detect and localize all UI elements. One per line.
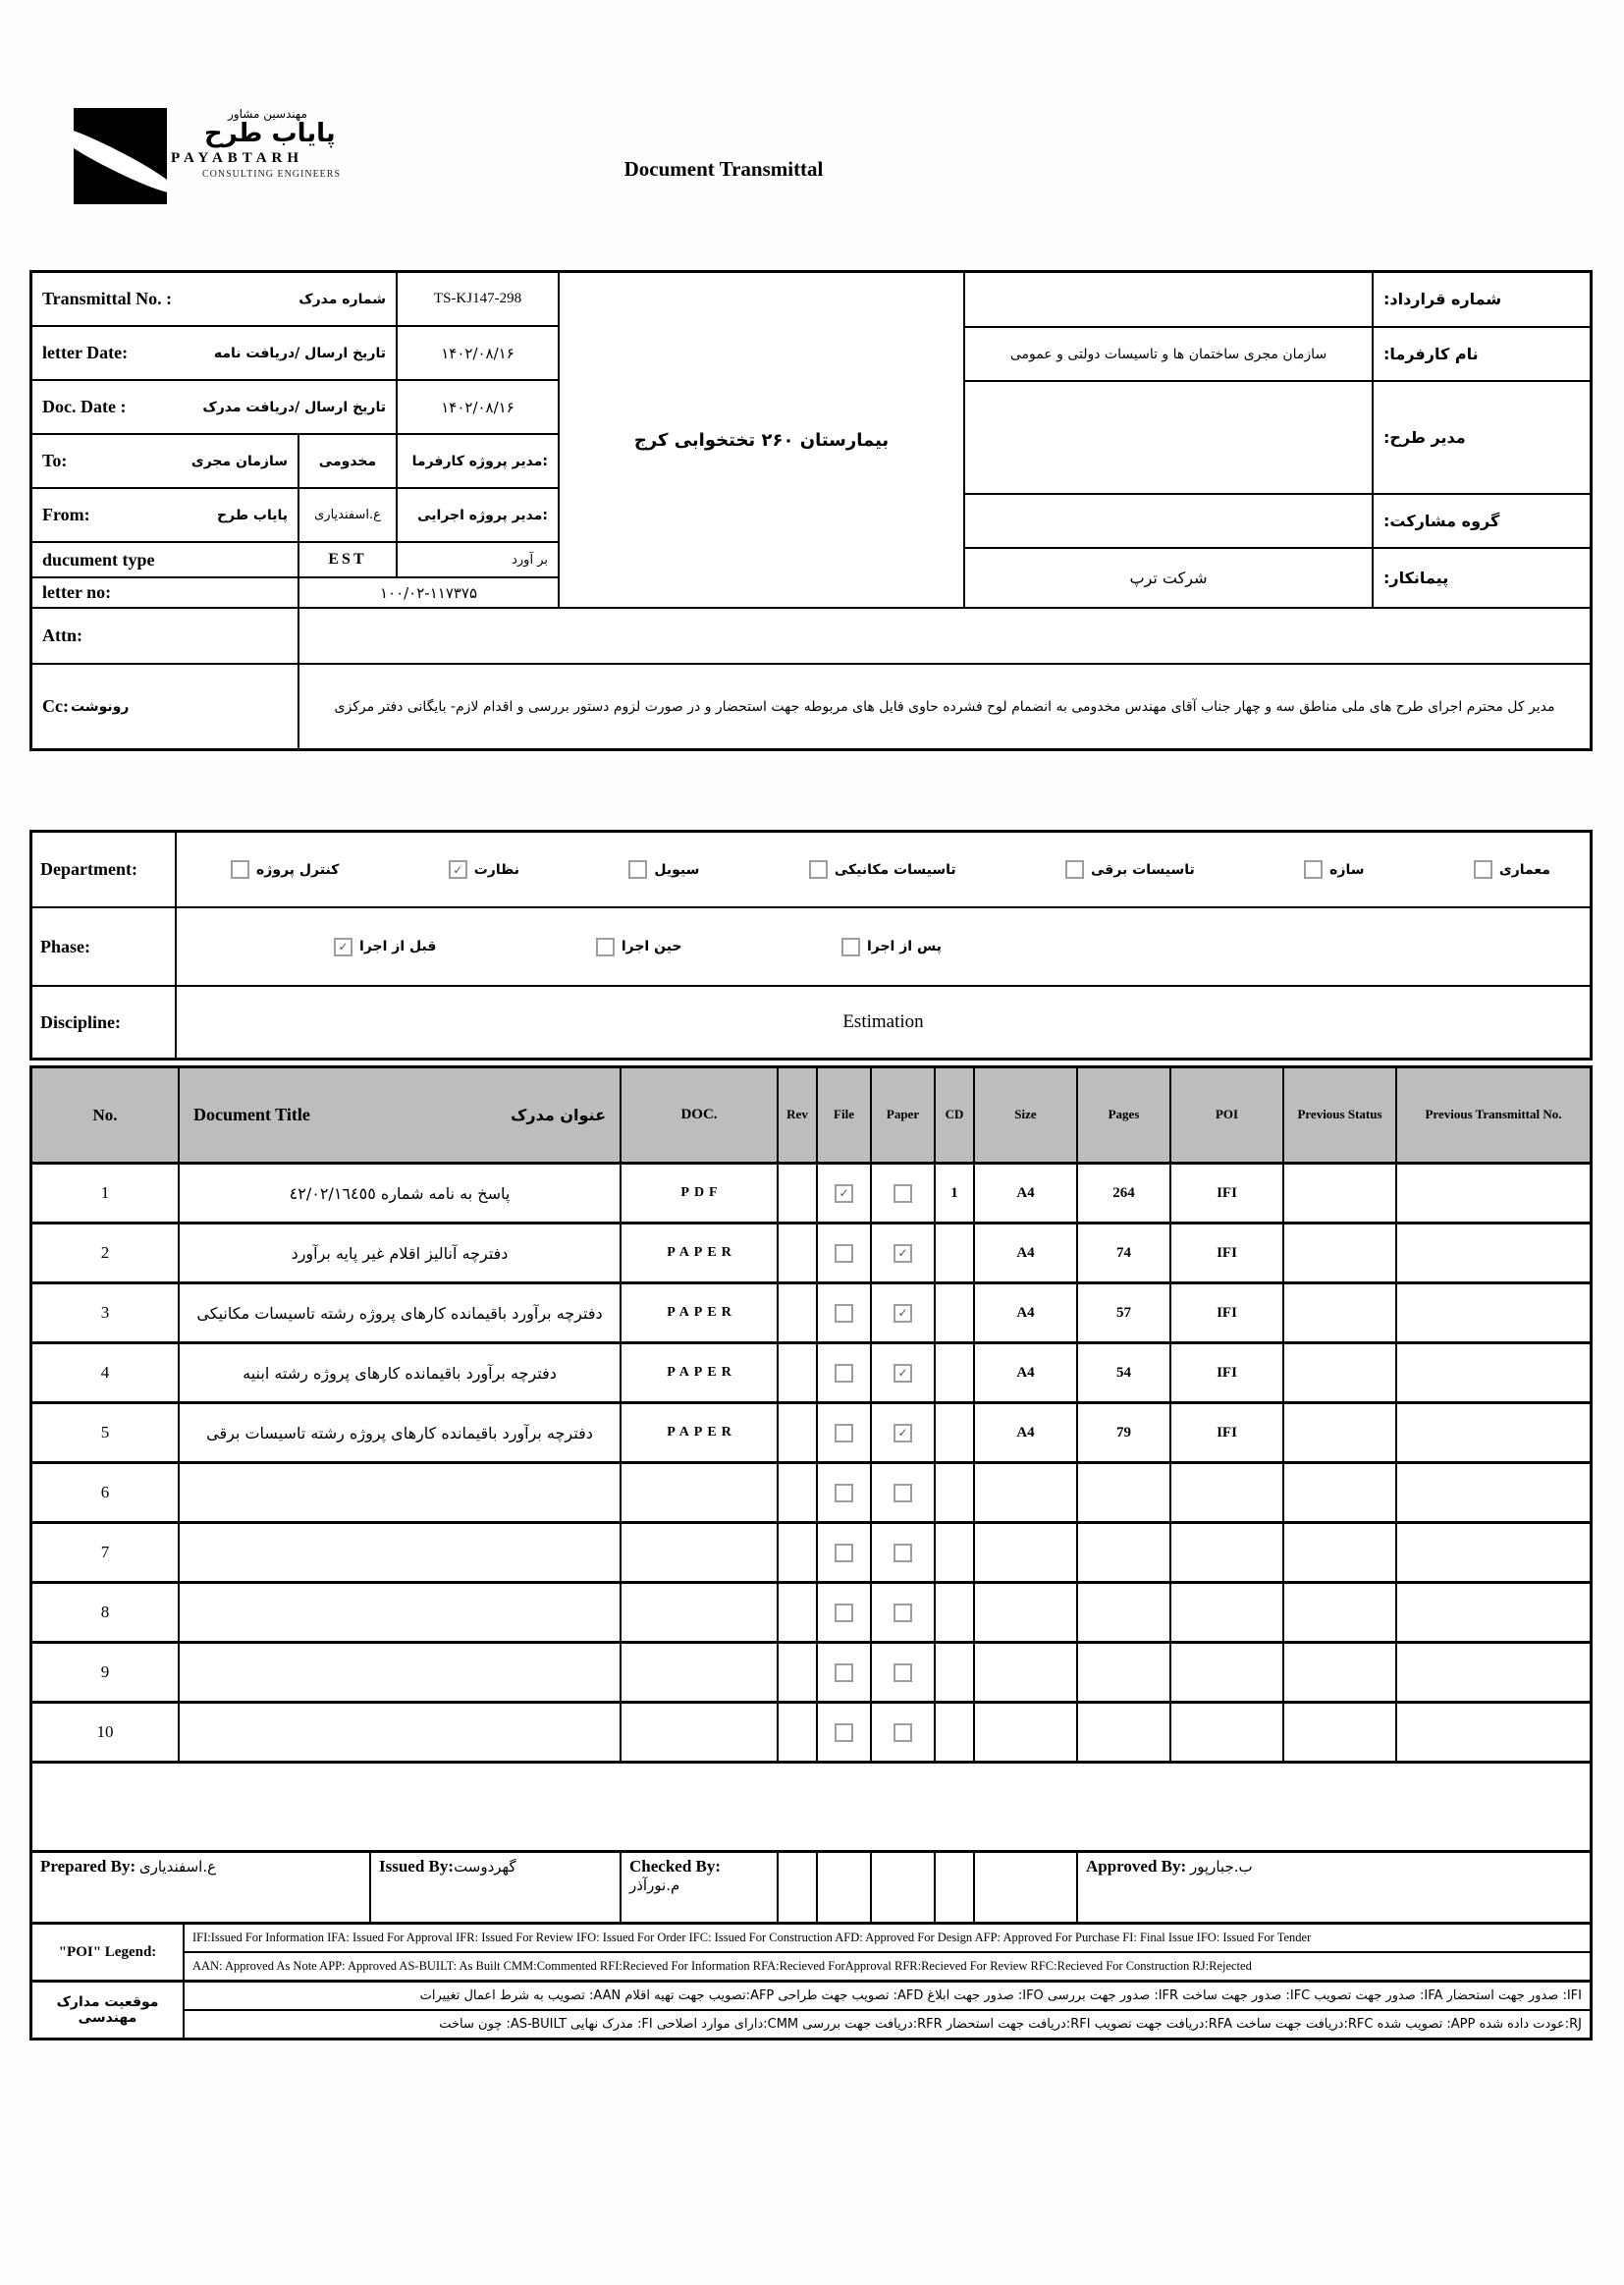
- project-control-checkbox[interactable]: [231, 860, 249, 879]
- header-cd: CD: [936, 1068, 975, 1162]
- checked-by-cell: [622, 1853, 779, 1922]
- header-file: File: [818, 1068, 872, 1162]
- row-phase: [32, 906, 1590, 985]
- cell-previous-status: [1284, 1524, 1397, 1581]
- header-size: Size: [975, 1068, 1078, 1162]
- cell-size: A4: [975, 1284, 1078, 1341]
- doc-date-value: ۱۴۰۲/۰۸/۱۶: [396, 381, 558, 433]
- cell-doc: PAPER: [622, 1224, 779, 1281]
- document-list-table: [29, 1065, 1593, 2040]
- cell-no: 10: [32, 1704, 180, 1761]
- file-checkbox[interactable]: [835, 1723, 853, 1742]
- contract-no-label: شماره قرارداد:: [1372, 273, 1590, 326]
- cell-file: [818, 1704, 872, 1761]
- phase-label: Phase:: [40, 936, 90, 956]
- department-label: Department:: [40, 859, 137, 879]
- cell-size: A4: [975, 1404, 1078, 1461]
- row-to: [32, 433, 558, 487]
- cell-file: [818, 1584, 872, 1641]
- page-title: Document Transmittal: [623, 157, 824, 181]
- client-name-value: سازمان مجری ساختمان ها و تاسیسات دولتی و عمومی: [1009, 346, 1327, 362]
- table-row-4: [32, 1341, 1590, 1401]
- issued-by-cell: [371, 1853, 622, 1922]
- cell-title: دفترچه آنالیز اقلام غیر پایه برآورد: [180, 1224, 622, 1281]
- row-letter-date: [32, 325, 558, 379]
- document-type-label: ducument type: [42, 549, 155, 570]
- prepared-by-name: ع.اسفندیاری: [138, 1858, 217, 1876]
- after-execution-checkbox[interactable]: [841, 938, 860, 956]
- header-paper: Paper: [872, 1068, 936, 1162]
- cell-cd: [936, 1404, 975, 1461]
- cell-previous-status: [1284, 1344, 1397, 1401]
- file-checkbox[interactable]: [835, 1484, 853, 1502]
- row-contractor: [965, 547, 1590, 607]
- signature-spacer-cell: [936, 1853, 975, 1922]
- company-logo: [74, 108, 341, 204]
- cell-pages: 57: [1078, 1284, 1171, 1341]
- to-label: To:: [42, 451, 68, 471]
- classification-table: [29, 830, 1593, 1061]
- cell-rev: [779, 1464, 818, 1521]
- cell-title: دفترچه برآورد باقیمانده کارهای پروژه رشته تاسیسات مکانیکی: [180, 1284, 622, 1341]
- doc-date-label-fa: تاریخ ارسال /دریافت مدرک: [202, 399, 386, 415]
- department-option-supervision: ✓ نظارت: [449, 860, 519, 879]
- cell-poi: IFI: [1171, 1284, 1284, 1341]
- row-from: [32, 487, 558, 541]
- cell-poi: IFI: [1171, 1344, 1284, 1401]
- cell-previous-transmittal: [1397, 1704, 1590, 1761]
- cell-title: [180, 1584, 622, 1641]
- table-row-3: [32, 1281, 1590, 1341]
- row-document-type: [32, 541, 558, 576]
- cell-file: [818, 1524, 872, 1581]
- department-option-mechanical: تاسیسات مکانیکی: [809, 860, 956, 879]
- table-row-1: [32, 1165, 1590, 1222]
- header-no: No.: [32, 1068, 180, 1162]
- department-option-structure: سازه: [1304, 860, 1364, 879]
- checked-by-label: Checked By:: [629, 1857, 722, 1876]
- department-option-electrical: تاسیسات برقی: [1065, 860, 1195, 879]
- partnership-group-label: گروه مشارکت:: [1372, 495, 1590, 548]
- poi-legend-section: [32, 1922, 1590, 1980]
- approved-by-label: Approved By:: [1086, 1857, 1187, 1876]
- cell-title: دفترچه برآورد باقیمانده کارهای پروژه رشته ابنیه: [180, 1344, 622, 1401]
- cell-paper: [872, 1524, 936, 1581]
- cell-previous-transmittal: [1397, 1464, 1590, 1521]
- cell-paper: [872, 1584, 936, 1641]
- cell-size: [975, 1644, 1078, 1701]
- row-letter-no: [32, 576, 558, 607]
- cell-size: [975, 1464, 1078, 1521]
- cell-rev: [779, 1704, 818, 1761]
- from-label: From:: [42, 505, 90, 525]
- signature-spacer-cell: [818, 1853, 872, 1922]
- cell-rev: [779, 1644, 818, 1701]
- plan-manager-value: [965, 382, 1372, 492]
- table-row-10: [32, 1701, 1590, 1761]
- cell-size: [975, 1584, 1078, 1641]
- header-poi: POI: [1171, 1068, 1284, 1162]
- table-row-8: [32, 1581, 1590, 1641]
- table-row-7: [32, 1521, 1590, 1581]
- row-doc-date: [32, 379, 558, 433]
- paper-checkbox[interactable]: [893, 1184, 912, 1203]
- exec-pm-label: مدیر پروژه اجرایی:: [396, 489, 558, 541]
- cell-no: 3: [32, 1284, 180, 1341]
- logo-en-tagline: CONSULTING ENGINEERS: [202, 168, 342, 180]
- cell-pages: 74: [1078, 1224, 1171, 1281]
- discipline-label: Discipline:: [40, 1011, 122, 1032]
- cell-poi: [1171, 1644, 1284, 1701]
- cell-file: [818, 1464, 872, 1521]
- transmittal-no-value: TS-KJ147-298: [396, 273, 558, 325]
- cell-poi: [1171, 1584, 1284, 1641]
- transmittal-no-label-fa: شماره مدرک: [298, 291, 386, 307]
- prepared-by-cell: [32, 1853, 371, 1922]
- document-type-fa: بر آورد: [396, 543, 558, 576]
- cell-pages: 54: [1078, 1344, 1171, 1401]
- issued-by-name: گهردوست: [454, 1858, 516, 1876]
- supervision-checkbox[interactable]: [449, 860, 467, 879]
- cell-file: [818, 1404, 872, 1461]
- cell-title: [180, 1464, 622, 1521]
- contractor-label: پیمانکار:: [1372, 549, 1590, 607]
- cell-previous-status: [1284, 1284, 1397, 1341]
- issued-by-label: Issued By:: [379, 1857, 455, 1876]
- cell-file: [818, 1644, 872, 1701]
- cell-previous-transmittal: [1397, 1284, 1590, 1341]
- paper-checkbox[interactable]: [893, 1663, 912, 1682]
- cell-no: 4: [32, 1344, 180, 1401]
- cell-size: A4: [975, 1224, 1078, 1281]
- fa-legend-section: [32, 1980, 1590, 2038]
- logo-fa-tagline: مهندسین مشاور: [228, 107, 307, 121]
- cell-poi: IFI: [1171, 1404, 1284, 1461]
- file-checkbox[interactable]: [835, 1184, 853, 1203]
- attn-value: [298, 609, 1590, 663]
- cc-value: مدیر کل محترم اجرای طرح های ملی مناطق سه و چهار جناب آقای مهندس مخدومی به انضمام لوح فشرده حاوی فایل های مربوطه جهت استحضار و در صورت لزوم دستور بررسی و اقدام لازم- بایگانی دفتر مرکزی: [298, 665, 1590, 748]
- cell-no: 9: [32, 1644, 180, 1701]
- row-partnership-group: [965, 493, 1590, 548]
- row-attn: [32, 607, 1590, 663]
- signature-row: [32, 1850, 1590, 1922]
- cell-cd: [936, 1704, 975, 1761]
- logo-company-name: PAYABTARH: [171, 149, 304, 166]
- cell-no: 5: [32, 1404, 180, 1461]
- department-option-civil: سیویل: [628, 860, 699, 879]
- contract-no-value: [965, 273, 1372, 326]
- cell-title: پاسخ به نامه شماره ٤٢/٠٢/١٦٤٥٥: [180, 1165, 622, 1222]
- doc-date-label-en: Doc. Date :: [42, 397, 127, 417]
- cell-rev: [779, 1344, 818, 1401]
- header-document-title: Document Title عنوان مدرک: [180, 1068, 622, 1162]
- cell-size: A4: [975, 1344, 1078, 1401]
- table-row-6: [32, 1461, 1590, 1521]
- civil-checkbox[interactable]: [628, 860, 647, 879]
- file-checkbox[interactable]: [835, 1364, 853, 1383]
- cell-cd: [936, 1344, 975, 1401]
- row-discipline: [32, 985, 1590, 1058]
- cell-paper: [872, 1704, 936, 1761]
- exec-pm-name: ع.اسفندیاری: [298, 489, 396, 541]
- cell-cd: [936, 1524, 975, 1581]
- cell-previous-transmittal: [1397, 1165, 1590, 1222]
- cell-file: [818, 1344, 872, 1401]
- cell-size: A4: [975, 1165, 1078, 1222]
- partnership-group-value: [965, 495, 1372, 548]
- cell-no: 7: [32, 1524, 180, 1581]
- fa-legend-line-2: RJ:عودت داده شده APP: تصویب شده RFC:دریافت جهت ساخت RFA:دریافت جهت تصویب RFI:دریافت جهت استحضار RFR:دریافت جهت بررسی CMM:دارای موارد اصلاحی FI: مدرک نهایی AS-BUILT: چون ساخت: [185, 2009, 1590, 2038]
- blank-row: [32, 1761, 1590, 1850]
- file-checkbox[interactable]: [835, 1604, 853, 1622]
- cell-cd: [936, 1284, 975, 1341]
- cell-paper: [872, 1284, 936, 1341]
- cell-doc: PAPER: [622, 1284, 779, 1341]
- table-row-5: [32, 1401, 1590, 1461]
- poi-legend-line-2: AAN: Approved As Note APP: Approved AS-BUILT: As Built CMM:Commented RFI:Recieved For Information RFA:Recieved ForApproval RFR:Recieved For Review RFC:Recieved For Construction RJ:Rejected: [185, 1951, 1590, 1980]
- logo-fa-name: پایاب طرح: [204, 118, 336, 148]
- paper-checkbox[interactable]: [893, 1304, 912, 1323]
- cell-pages: [1078, 1524, 1171, 1581]
- cell-file: [818, 1284, 872, 1341]
- table-header-row: [32, 1068, 1590, 1165]
- cell-cd: [936, 1464, 975, 1521]
- project-name: بیمارستان ۲۶۰ تختخوابی کرج: [633, 429, 890, 451]
- cell-no: 8: [32, 1584, 180, 1641]
- cell-previous-status: [1284, 1644, 1397, 1701]
- fa-legend-line-1: IFI: صدور جهت استحضار IFA: صدور جهت تصویب IFC: صدور جهت ساخت IFR: صدور جهت بررسی IFO: صدور جهت ابلاغ AFD: تصویب جهت طراحی AFP:تصویب جهت تهیه اقلام AAN: تصویب به شرط اعمال تغییرات: [419, 1988, 1582, 2003]
- paper-checkbox[interactable]: [893, 1604, 912, 1622]
- cell-rev: [779, 1584, 818, 1641]
- cc-label-en: Cc:: [42, 696, 69, 716]
- poi-legend-line-1: IFI:Issued For Information IFA: Issued For Approval IFR: Issued For Review IFO: Issued For Order IFC: Issued For Construction AFD: Approved For Design AFP: Approved For Purchase FI: Final Issue IFO: Issued For Tender: [192, 1931, 1312, 1944]
- poi-legend-label: "POI" Legend:: [32, 1925, 185, 1980]
- phase-option-before-execution: ✓ قبل از اجرا: [334, 938, 436, 956]
- paper-checkbox[interactable]: [893, 1244, 912, 1263]
- paper-checkbox[interactable]: [893, 1424, 912, 1442]
- to-value: سازمان مجری: [190, 453, 288, 469]
- cell-previous-status: [1284, 1165, 1397, 1222]
- cell-rev: [779, 1524, 818, 1581]
- table-row-2: [32, 1222, 1590, 1281]
- row-department: [32, 833, 1590, 906]
- during-execution-checkbox[interactable]: [596, 938, 615, 956]
- cell-previous-transmittal: [1397, 1584, 1590, 1641]
- letter-date-label-fa: تاریخ ارسال /دریافت نامه: [213, 345, 386, 361]
- from-value: پایاب طرح: [217, 507, 288, 523]
- logo-swoosh-icon: [74, 108, 167, 204]
- document-type-code: EST: [298, 543, 396, 576]
- letter-no-value: ۱۰۰/۰۲-۱۱۷۳۷۵: [298, 578, 558, 607]
- cell-doc: PAPER: [622, 1344, 779, 1401]
- cell-doc: [622, 1644, 779, 1701]
- cell-paper: [872, 1165, 936, 1222]
- cell-title: دفترچه برآورد باقیمانده کارهای پروژه رشته تاسیسات برقی: [180, 1404, 622, 1461]
- phase-option-during-execution: حین اجرا: [596, 938, 682, 956]
- cell-previous-transmittal: [1397, 1404, 1590, 1461]
- cell-previous-status: [1284, 1704, 1397, 1761]
- file-checkbox[interactable]: [835, 1544, 853, 1562]
- client-pm-name: مخدومی: [298, 435, 396, 487]
- paper-checkbox[interactable]: [893, 1364, 912, 1383]
- cell-paper: [872, 1344, 936, 1401]
- cell-title: [180, 1524, 622, 1581]
- file-checkbox[interactable]: [835, 1304, 853, 1323]
- row-client-name: [965, 326, 1590, 381]
- structure-checkbox[interactable]: [1304, 860, 1323, 879]
- paper-checkbox[interactable]: [893, 1484, 912, 1502]
- electrical-checkbox[interactable]: [1065, 860, 1084, 879]
- cell-doc: [622, 1704, 779, 1761]
- cell-previous-status: [1284, 1464, 1397, 1521]
- department-option-architecture: معماری: [1474, 860, 1550, 879]
- header-previous-status: Previous Status: [1284, 1068, 1397, 1162]
- row-contract-no: [965, 273, 1590, 326]
- cell-poi: IFI: [1171, 1224, 1284, 1281]
- header-previous-transmittal-no: Previous Transmittal No.: [1425, 1107, 1562, 1122]
- cell-cd: [936, 1224, 975, 1281]
- cell-previous-transmittal: [1397, 1644, 1590, 1701]
- cell-no: 2: [32, 1224, 180, 1281]
- cell-pages: 79: [1078, 1404, 1171, 1461]
- cell-previous-transmittal: [1397, 1524, 1590, 1581]
- cell-pages: [1078, 1584, 1171, 1641]
- cell-poi: [1171, 1704, 1284, 1761]
- cell-cd: [936, 1644, 975, 1701]
- mechanical-checkbox[interactable]: [809, 860, 828, 879]
- cell-doc: [622, 1524, 779, 1581]
- cell-size: [975, 1524, 1078, 1581]
- cell-doc: [622, 1584, 779, 1641]
- before-execution-checkbox[interactable]: [334, 938, 352, 956]
- header-rev: Rev: [779, 1068, 818, 1162]
- cell-previous-status: [1284, 1584, 1397, 1641]
- client-pm-label: مدیر پروژه کارفرما:: [396, 435, 558, 487]
- row-plan-manager: [965, 380, 1590, 492]
- architecture-checkbox[interactable]: [1474, 860, 1492, 879]
- cell-pages: [1078, 1704, 1171, 1761]
- approved-by-cell: [1078, 1853, 1590, 1922]
- table-row-9: [32, 1641, 1590, 1701]
- project-name-cell: [558, 273, 965, 607]
- cell-pages: 264: [1078, 1165, 1171, 1222]
- signature-spacer-cell: [872, 1853, 936, 1922]
- row-transmittal-no: [32, 273, 558, 325]
- cell-previous-transmittal: [1397, 1224, 1590, 1281]
- cc-label-fa: رونوشت: [70, 698, 130, 715]
- cell-doc: PDF: [622, 1165, 779, 1222]
- file-checkbox[interactable]: [835, 1244, 853, 1263]
- paper-checkbox[interactable]: [893, 1723, 912, 1742]
- cell-rev: [779, 1165, 818, 1222]
- cell-rev: [779, 1224, 818, 1281]
- cell-title: [180, 1644, 622, 1701]
- cell-doc: PAPER: [622, 1404, 779, 1461]
- header-doc: DOC.: [622, 1068, 779, 1162]
- cell-title: [180, 1704, 622, 1761]
- cell-size: [975, 1704, 1078, 1761]
- prepared-by-label: Prepared By:: [40, 1857, 136, 1876]
- cell-no: 6: [32, 1464, 180, 1521]
- cell-paper: [872, 1404, 936, 1461]
- cell-cd: [936, 1584, 975, 1641]
- paper-checkbox[interactable]: [893, 1544, 912, 1562]
- contractor-value: شرکت ترپ: [1129, 569, 1208, 588]
- cell-rev: [779, 1284, 818, 1341]
- cell-file: [818, 1165, 872, 1222]
- cell-previous-status: [1284, 1224, 1397, 1281]
- phase-option-after-execution: پس از اجرا: [841, 938, 942, 956]
- cell-file: [818, 1224, 872, 1281]
- cell-pages: [1078, 1644, 1171, 1701]
- discipline-value: Estimation: [175, 987, 1590, 1058]
- letter-date-label-en: letter Date:: [42, 343, 129, 363]
- approved-by-name: ب.جبارپور: [1189, 1858, 1253, 1876]
- cell-paper: [872, 1464, 936, 1521]
- cell-rev: [779, 1404, 818, 1461]
- fa-legend-label: موقعیت مدارک مهندسی: [32, 1983, 185, 2038]
- letter-date-value: ۱۴۰۲/۰۸/۱۶: [396, 327, 558, 379]
- transmittal-info-table: [29, 270, 1593, 751]
- attn-label: Attn:: [42, 626, 82, 645]
- cell-poi: [1171, 1464, 1284, 1521]
- header-pages: Pages: [1078, 1068, 1171, 1162]
- file-checkbox[interactable]: [835, 1663, 853, 1682]
- client-name-label: نام کارفرما:: [1372, 328, 1590, 381]
- cell-no: 1: [32, 1165, 180, 1222]
- cell-pages: [1078, 1464, 1171, 1521]
- cell-poi: [1171, 1524, 1284, 1581]
- cell-paper: [872, 1224, 936, 1281]
- file-checkbox[interactable]: [835, 1424, 853, 1442]
- transmittal-no-label-en: Transmittal No. :: [42, 289, 173, 309]
- cell-cd: 1: [936, 1165, 975, 1222]
- row-cc: [32, 663, 1590, 748]
- department-option-project-control: کنترل پروژه: [231, 860, 339, 879]
- letter-no-label: letter no:: [42, 582, 112, 603]
- cell-previous-transmittal: [1397, 1344, 1590, 1401]
- cell-paper: [872, 1644, 936, 1701]
- signature-spacer-cell: [779, 1853, 818, 1922]
- checked-by-name: م.نورآذر: [629, 1877, 680, 1894]
- signature-spacer-cell: [975, 1853, 1078, 1922]
- cell-previous-status: [1284, 1404, 1397, 1461]
- plan-manager-label: مدیر طرح:: [1372, 382, 1590, 492]
- cell-doc: [622, 1464, 779, 1521]
- cell-poi: IFI: [1171, 1165, 1284, 1222]
